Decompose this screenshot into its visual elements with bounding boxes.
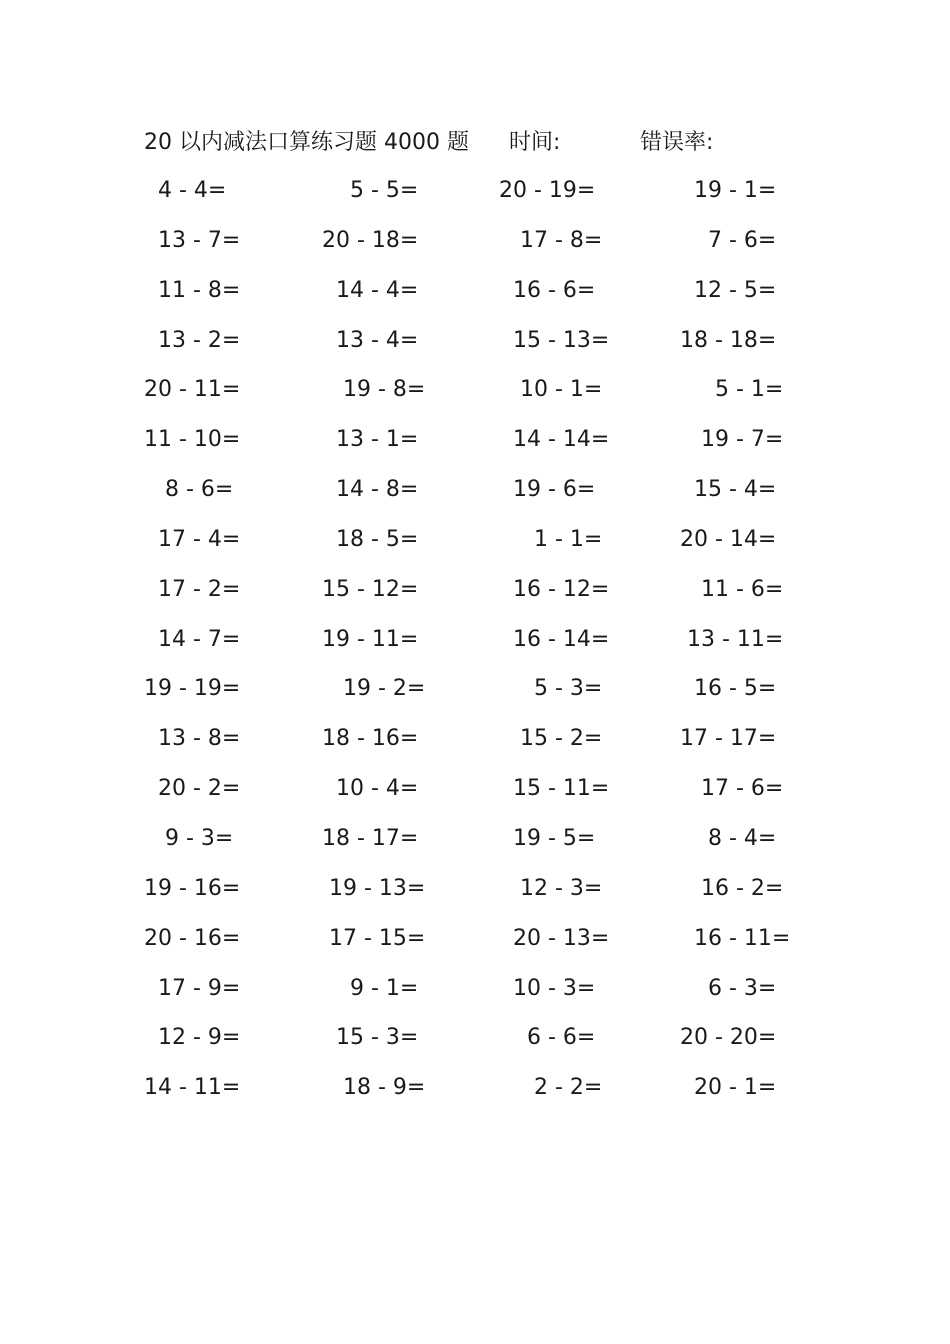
problem-item: 6 - 3= — [680, 975, 777, 1001]
problem-item: 19 - 11= — [322, 626, 419, 652]
problem-item: 19 - 2= — [322, 676, 426, 702]
problem-item: 15 - 11= — [499, 776, 610, 802]
problem-item: 18 - 18= — [680, 327, 777, 353]
problem-item: 19 - 5= — [499, 825, 596, 851]
problem-item: 18 - 17= — [322, 825, 419, 851]
problem-item: 19 - 19= — [144, 676, 241, 702]
problem-item: 5 - 1= — [680, 377, 784, 403]
problem-item: 11 - 6= — [680, 576, 784, 602]
problem-item: 17 - 8= — [499, 227, 603, 253]
worksheet-header — [144, 126, 844, 160]
problem-item: 14 - 7= — [144, 626, 241, 652]
problem-row — [144, 174, 804, 224]
problem-row — [144, 373, 804, 423]
problem-item: 17 - 17= — [680, 726, 777, 752]
problem-item: 14 - 4= — [322, 277, 419, 303]
problem-item: 20 - 13= — [499, 925, 610, 951]
problem-item: 5 - 5= — [322, 178, 419, 203]
problem-item: 17 - 2= — [144, 576, 241, 602]
problem-item: 19 - 8= — [322, 377, 426, 403]
problem-item: 17 - 9= — [144, 975, 241, 1001]
problem-item: 8 - 6= — [144, 477, 234, 503]
problem-item: 15 - 4= — [680, 477, 777, 503]
problem-row — [144, 523, 804, 573]
problem-item: 16 - 12= — [499, 576, 610, 602]
problem-row — [144, 722, 804, 772]
problem-item: 17 - 6= — [680, 776, 784, 802]
problem-item: 15 - 12= — [322, 576, 419, 602]
problem-item: 19 - 16= — [144, 875, 241, 901]
problem-item: 11 - 10= — [144, 427, 241, 453]
problem-item: 1 - 1= — [499, 526, 603, 552]
problem-row — [144, 872, 804, 922]
problem-item: 17 - 15= — [322, 925, 426, 951]
problem-row — [144, 423, 804, 473]
problem-item: 19 - 7= — [680, 427, 784, 453]
problem-row — [144, 922, 804, 972]
problem-item: 5 - 3= — [499, 676, 603, 702]
problem-item: 16 - 2= — [680, 875, 784, 901]
problem-item: 15 - 3= — [322, 1025, 419, 1051]
problem-item: 20 - 16= — [144, 925, 241, 951]
problem-item: 6 - 6= — [499, 1025, 596, 1051]
problem-item: 13 - 1= — [322, 427, 419, 453]
problem-item: 11 - 8= — [144, 277, 241, 303]
problem-row — [144, 324, 804, 374]
problem-item: 18 - 9= — [322, 1075, 426, 1101]
problem-item: 12 - 3= — [499, 875, 603, 901]
problem-row — [144, 1021, 804, 1071]
problem-item: 10 - 3= — [499, 975, 596, 1001]
problem-item: 20 - 1= — [680, 1075, 777, 1101]
problem-item: 17 - 4= — [144, 526, 241, 552]
problem-item: 16 - 14= — [499, 626, 610, 652]
problem-row — [144, 274, 804, 324]
problem-item: 20 - 20= — [680, 1025, 777, 1051]
problem-item: 18 - 5= — [322, 526, 419, 552]
worksheet-title: 20 以内减法口算练习题 4000 题 — [144, 130, 469, 155]
problem-item: 20 - 2= — [144, 776, 241, 802]
problem-row — [144, 473, 804, 523]
problem-item: 20 - 14= — [680, 526, 777, 552]
problem-item: 10 - 1= — [499, 377, 603, 403]
problem-item: 2 - 2= — [499, 1075, 603, 1101]
problem-item: 7 - 6= — [680, 227, 777, 253]
problem-item: 8 - 4= — [680, 825, 777, 851]
problem-item: 20 - 18= — [322, 227, 419, 253]
problem-item: 19 - 1= — [680, 178, 777, 203]
problem-item: 14 - 11= — [144, 1075, 241, 1101]
problem-grid — [144, 174, 804, 1121]
problem-row — [144, 772, 804, 822]
problem-item: 13 - 2= — [144, 327, 241, 353]
problem-row — [144, 972, 804, 1022]
problem-row — [144, 1071, 804, 1121]
problem-item: 19 - 6= — [499, 477, 596, 503]
problem-item: 14 - 8= — [322, 477, 419, 503]
problem-row — [144, 623, 804, 673]
problem-item: 9 - 1= — [322, 975, 419, 1001]
problem-item: 16 - 11= — [680, 925, 791, 951]
problem-item: 10 - 4= — [322, 776, 419, 802]
error-rate-label: 错误率: — [640, 130, 714, 155]
problem-item: 9 - 3= — [144, 825, 234, 851]
problem-row — [144, 224, 804, 274]
problem-item: 13 - 11= — [680, 626, 784, 652]
problem-item: 19 - 13= — [322, 875, 426, 901]
problem-item: 20 - 11= — [144, 377, 241, 403]
time-label: 时间: — [509, 130, 561, 155]
problem-item: 16 - 6= — [499, 277, 596, 303]
problem-item: 18 - 16= — [322, 726, 419, 752]
problem-row — [144, 822, 804, 872]
problem-item: 13 - 4= — [322, 327, 419, 353]
problem-row — [144, 672, 804, 722]
problem-row — [144, 573, 804, 623]
problem-item: 20 - 19= — [499, 178, 596, 203]
problem-item: 12 - 5= — [680, 277, 777, 303]
problem-item: 13 - 8= — [144, 726, 241, 752]
problem-item: 15 - 13= — [499, 327, 610, 353]
problem-item: 4 - 4= — [144, 178, 227, 203]
problem-item: 12 - 9= — [144, 1025, 241, 1051]
problem-item: 15 - 2= — [499, 726, 603, 752]
problem-item: 14 - 14= — [499, 427, 610, 453]
problem-item: 16 - 5= — [680, 676, 777, 702]
problem-item: 13 - 7= — [144, 227, 241, 253]
